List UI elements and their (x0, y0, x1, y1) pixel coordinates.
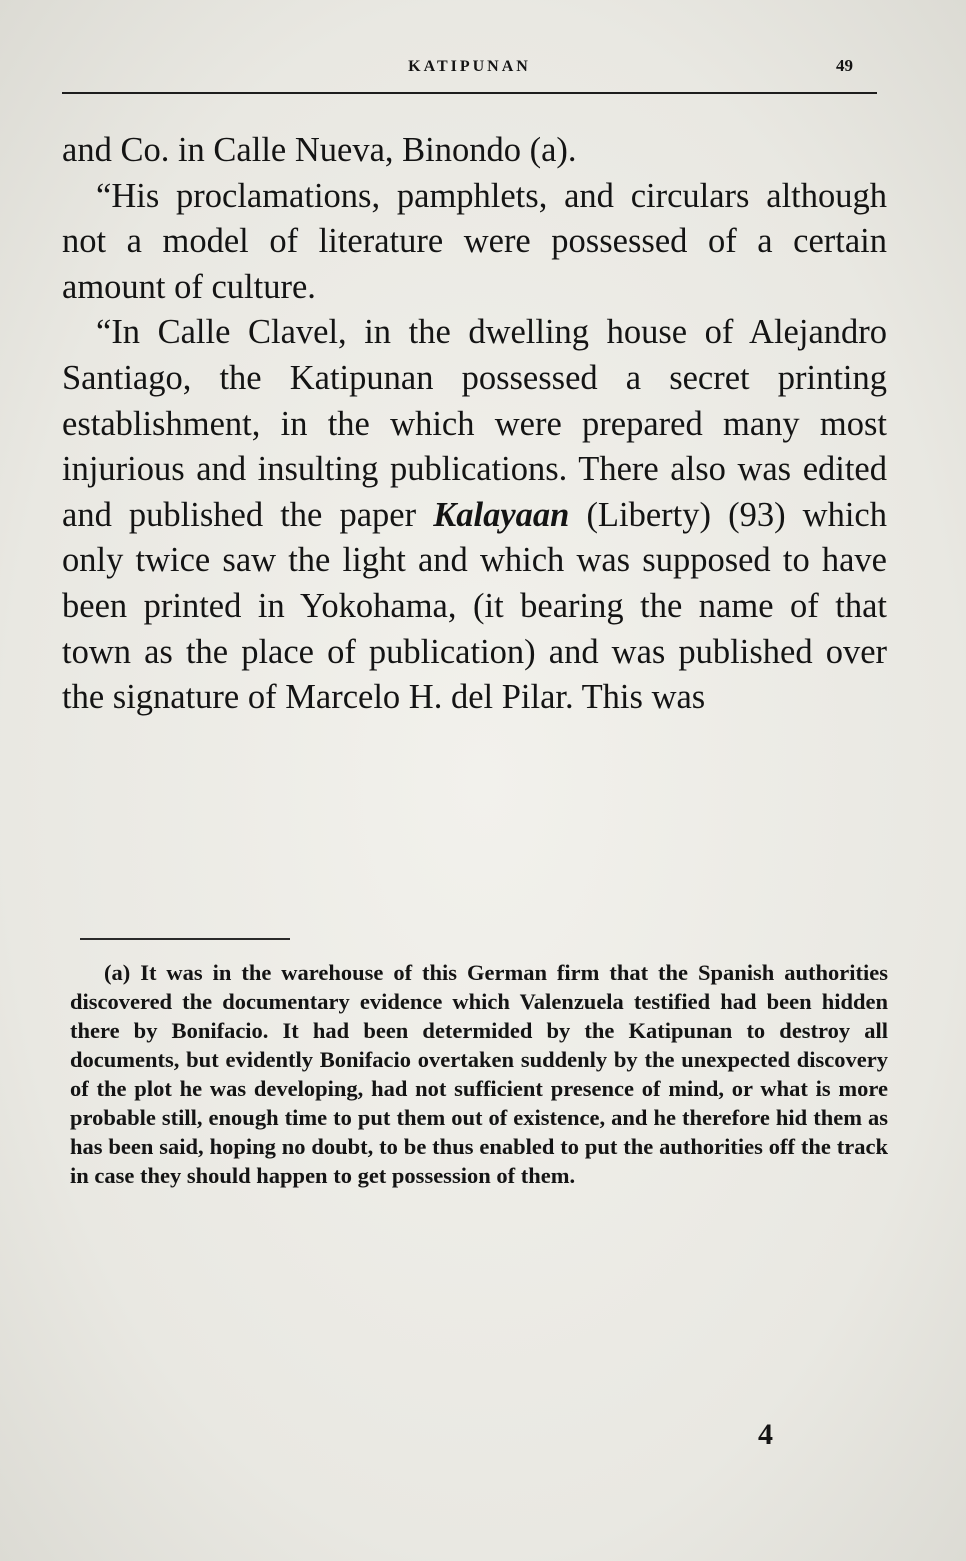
running-title: KATIPUNAN (408, 58, 531, 75)
footnote-marker: (a) (104, 960, 131, 985)
paragraph-3 (62, 310, 887, 720)
footnote-text: It was in the warehouse of this German firm that the Spanish authorities discovered the documentary evidence which Valenzuela testified had been hidden there by Bonifacio. It had been determided by the Katipunan to destroy all documents, but evidently Bonifacio overtaken suddenly by the unexpected discovery of the plot he was developing, had not sufficient presence of mind, or what is more probable still, enough time to put them out of existence, and he therefore hid them as has been said, hoping no doubt, to be thus enabled to put the authorities off the track in case they should happen to get possession of them. (70, 960, 888, 1188)
footnote (70, 958, 888, 1190)
page-number: 49 (836, 56, 853, 75)
body-text (62, 128, 887, 721)
footnote-rule (80, 938, 290, 940)
paragraph-1: and Co. in Calle Nueva, Binondo (a). (62, 131, 577, 169)
paragraph-3-part-1: “In Calle Clavel, in the dwelling house of Alejandro Santiago, the Katipunan possessed a secret printing establishment, in the which were prepared many most injurious and insulting publications. There also was edited and published the paper (62, 313, 887, 534)
header-rule (62, 92, 877, 94)
signature-mark: 4 (758, 1418, 773, 1451)
paragraph-2: “His proclamations, pamphlets, and circulars although not a model of literature were possessed of a certain amount of culture. (62, 176, 887, 306)
newspaper-title: Kalayaan (433, 495, 570, 534)
paragraph-3-part-2: (Liberty) (93) which only twice saw the light and which was supposed to have been printed in Yokohama, (it bearing the name of that town as the place of publication) and was published over the signature of Marcelo H. del Pilar. This was (62, 495, 887, 717)
page-header (62, 50, 877, 94)
